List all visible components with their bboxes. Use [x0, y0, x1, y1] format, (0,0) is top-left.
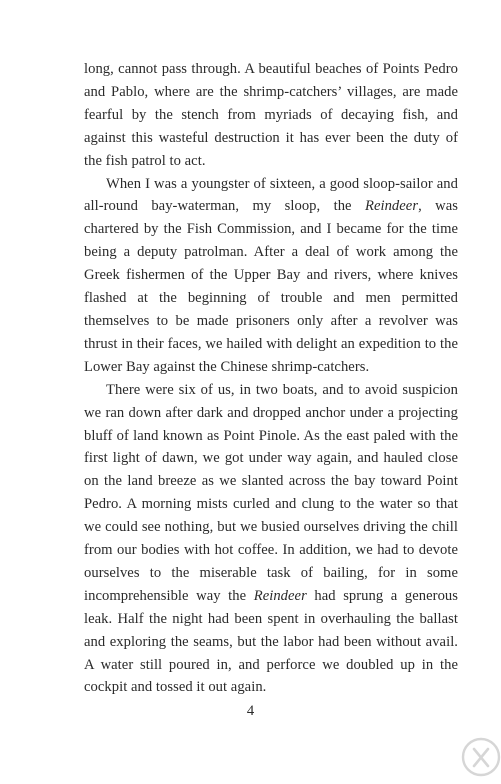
paragraph-continuation — [84, 58, 458, 173]
x-circle-logo-icon — [457, 733, 501, 777]
page-number: 4 — [246, 703, 255, 719]
paragraph-text: , was chartered by the Fish Commission, and I became for the time being a deputy patrolman. After a deal of work among the Greek fishermen of the Upper Bay and rivers, where knives flashed at the beginning of trouble and men permitted themselves to be made prisoners only after a revolver was thrust in their faces, we hailed with delight an expedition to the Lower Bay against the Chinese shrimp-catchers. — [84, 198, 459, 375]
text-body — [84, 58, 458, 699]
paragraph-text: There were six of us, in two boats, and to avoid suspicion we ran down after dark and dropped anchor under a projecting bluff of land known as Point Pinole. As the east paled with the first light of dawn, we got under way again, and hauled close on the land breeze as we slanted across the bay toward Point Pedro. A morning mists curled and clung to the water so that we could see nothing, but we busied ourselves driving the chill from our bodies with hot coffee. In addition, we had to devote ourselves to the miserable task of bailing, for in some incomprehensible way the — [84, 381, 458, 604]
paragraph-expedition — [84, 379, 458, 700]
paragraph-text: had sprung a generous leak. Half the night had been spent in overhauling the ballast and exploring the seams, but the labor had been without avail. A water still poured in, and perforce we doubled up in the cockpit and tossed it out again. — [84, 587, 458, 696]
ship-name: Reindeer — [364, 198, 419, 215]
paragraph-sloop — [84, 173, 458, 379]
ship-name: Reindeer — [253, 587, 307, 604]
paragraph-text: long, cannot pass through. A beautiful beaches of Points Pedro and Pablo, where are the shrimp-catchers’ villages, are made fearful by the stench from myriads of decaying fish, and against this wasteful destruction it has ever been the duty of the fish patrol to act. — [84, 61, 458, 169]
paragraph-text: When I was a youngster of sixteen, a good sloop-sailor and all-round bay-waterman, my sloop, the — [84, 175, 458, 215]
